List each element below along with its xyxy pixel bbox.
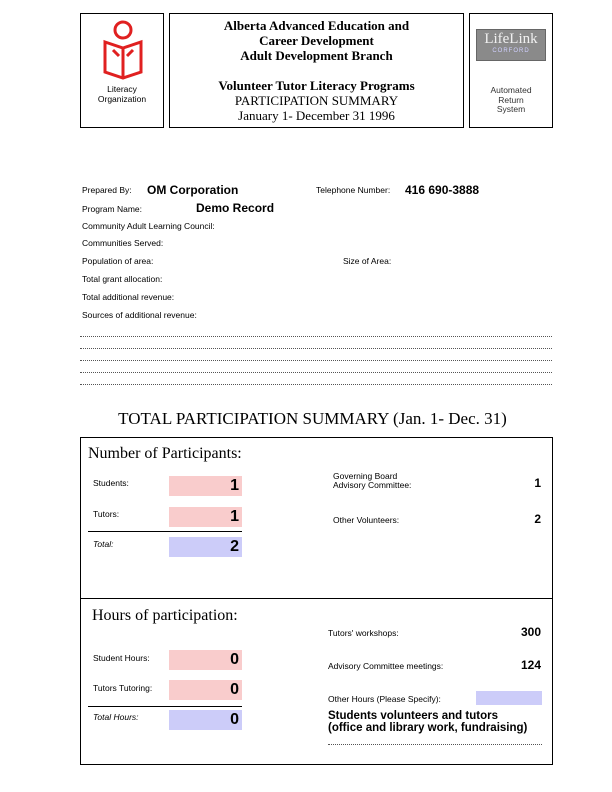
size-of-area-label: Size of Area: — [343, 256, 392, 266]
lifelink-logo-text: LifeLink — [484, 31, 538, 47]
summary-title: TOTAL PARTICIPATION SUMMARY (Jan. 1- Dec. 31) — [118, 409, 507, 428]
other-hours-description — [328, 710, 527, 734]
header-line-4: Volunteer Tutor Literacy Programs — [218, 78, 415, 93]
total-hours-label: Total Hours: — [93, 712, 139, 722]
sources-line-5[interactable] — [80, 384, 552, 385]
lifelink-logo-subtext: CORFORD — [492, 48, 530, 54]
participants-heading: Number of Participants: — [88, 445, 242, 462]
lifelink-logo — [476, 29, 546, 61]
students-label: Students: — [93, 478, 129, 488]
board-label-1: Governing Board — [333, 471, 398, 481]
automated-line-2: Return — [498, 94, 524, 105]
tutors-tutoring-field[interactable]: 0 — [169, 680, 242, 700]
student-hours-label: Student Hours: — [93, 653, 150, 663]
tutors-tutoring-label: Tutors Tutoring: — [93, 683, 153, 693]
prepared-by-label: Prepared By: — [82, 185, 132, 195]
logo-box — [80, 13, 164, 128]
sources-line-4[interactable] — [80, 372, 552, 373]
tutors-label: Tutors: — [93, 509, 120, 519]
other-desc-line-1: Students volunteers and tutors — [328, 710, 498, 722]
program-name-label: Program Name: — [82, 204, 142, 214]
communities-label: Communities Served: — [82, 238, 164, 248]
total-hours-field[interactable]: 0 — [169, 710, 242, 730]
total-label: Total: — [93, 539, 114, 549]
hours-section — [80, 598, 553, 765]
board-label-2: Advisory Committee: — [333, 480, 412, 490]
header-line-5: PARTICIPATION SUMMARY — [234, 93, 399, 108]
students-field[interactable]: 1 — [169, 476, 242, 496]
student-hours-field[interactable]: 0 — [169, 650, 242, 670]
automated-line-3: System — [496, 104, 526, 114]
total-field[interactable]: 2 — [169, 537, 242, 557]
sources-line-2[interactable] — [80, 348, 552, 349]
reading-person-icon — [99, 20, 147, 82]
population-label: Population of area: — [82, 256, 154, 266]
automated-box — [469, 13, 553, 128]
telephone-value[interactable]: 416 690-3888 — [405, 183, 480, 197]
workshops-label: Tutors' workshops: — [328, 628, 399, 638]
header-line-6: January 1- December 31 1996 — [238, 108, 395, 123]
other-desc-line-2: (office and library work, fundraising) — [328, 722, 528, 734]
additional-revenue-label: Total additional revenue: — [82, 292, 175, 302]
board-value[interactable]: 1 — [534, 476, 541, 490]
automated-line-1: Automated — [490, 85, 532, 95]
header-box — [169, 13, 464, 128]
telephone-label: Telephone Number: — [316, 185, 391, 195]
header-line-3: Adult Development Branch — [240, 48, 393, 63]
total-hours-divider — [88, 706, 242, 707]
prepared-by-value[interactable]: OM Corporation — [147, 183, 239, 197]
sources-line-3[interactable] — [80, 360, 552, 361]
sources-line-1[interactable] — [80, 336, 552, 337]
other-volunteers-label: Other Volunteers: — [333, 515, 400, 525]
other-hours-underline[interactable] — [328, 744, 542, 745]
header-line-1: Alberta Advanced Education and — [223, 18, 410, 33]
council-label: Community Adult Learning Council: — [82, 221, 215, 231]
hours-heading: Hours of participation: — [92, 607, 238, 624]
sources-label: Sources of additional revenue: — [82, 310, 197, 320]
program-name-value[interactable]: Demo Record — [196, 201, 275, 215]
logo-line-1: Literacy — [107, 84, 137, 94]
advisory-label: Advisory Committee meetings: — [328, 661, 444, 671]
grant-label: Total grant allocation: — [82, 274, 163, 284]
participants-section — [80, 437, 553, 599]
other-hours-label: Other Hours (Please Specify): — [328, 694, 441, 704]
total-divider — [88, 531, 242, 532]
other-volunteers-value[interactable]: 2 — [534, 512, 541, 526]
logo-line-2: Organization — [97, 94, 147, 104]
tutors-field[interactable]: 1 — [169, 507, 242, 527]
header-line-2: Career Development — [259, 33, 374, 48]
advisory-value[interactable]: 124 — [520, 658, 541, 672]
workshops-value[interactable]: 300 — [520, 625, 541, 639]
other-hours-field[interactable] — [476, 691, 542, 705]
